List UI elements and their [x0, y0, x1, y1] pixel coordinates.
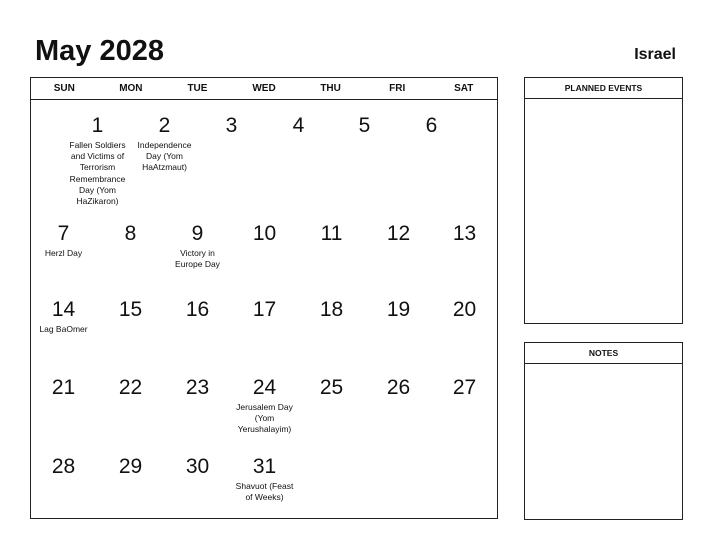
day-cell — [265, 114, 332, 138]
notes-header: NOTES — [525, 343, 682, 364]
day-cell — [97, 455, 164, 479]
day-event: Lag BaOmer — [39, 324, 88, 334]
day-number: 27 — [452, 376, 477, 399]
day-number: 15 — [118, 298, 143, 321]
planned-events-header: PLANNED EVENTS — [525, 78, 682, 99]
day-cell — [97, 376, 164, 400]
day-cell — [231, 455, 298, 503]
day-cell — [64, 114, 131, 207]
weekday-sun: SUN — [53, 83, 75, 94]
day-event: Independence Day (Yom HaAtzmaut) — [137, 140, 192, 173]
day-cell — [30, 455, 97, 479]
day-cell — [365, 376, 432, 400]
day-cell — [331, 114, 398, 138]
day-cell — [164, 298, 231, 322]
day-cell — [365, 222, 432, 246]
day-number: 29 — [118, 455, 143, 478]
day-cell — [431, 298, 498, 322]
day-number: 11 — [320, 222, 343, 245]
day-cell — [231, 222, 298, 246]
country-label: Israel — [634, 46, 676, 63]
day-number: 20 — [452, 298, 477, 321]
day-number: 28 — [51, 455, 76, 478]
day-cell — [30, 222, 97, 259]
weekday-mon: MON — [119, 83, 143, 94]
day-number: 16 — [185, 298, 210, 321]
day-cell — [164, 222, 231, 270]
day-cell — [298, 222, 365, 246]
day-number: 31 — [252, 455, 277, 478]
day-number: 2 — [158, 114, 171, 137]
day-cell — [30, 298, 97, 335]
weekday-header-row — [31, 78, 497, 100]
day-number: 3 — [225, 114, 238, 137]
day-cell — [398, 114, 465, 138]
day-cell — [198, 114, 265, 138]
day-number: 12 — [386, 222, 411, 245]
day-cell — [231, 376, 298, 436]
day-number: 24 — [252, 376, 277, 399]
day-number: 26 — [386, 376, 411, 399]
day-number: 10 — [252, 222, 277, 245]
month-grid — [30, 77, 498, 519]
day-number: 23 — [185, 376, 210, 399]
day-number: 21 — [51, 376, 76, 399]
weekday-fri: FRI — [389, 83, 406, 94]
day-cell — [298, 298, 365, 322]
day-number: 1 — [91, 114, 104, 137]
day-number: 19 — [386, 298, 411, 321]
day-number: 17 — [252, 298, 277, 321]
weekday-sat: SAT — [454, 83, 474, 94]
day-cell — [97, 298, 164, 322]
day-cell — [431, 222, 498, 246]
day-event: Jerusalem Day (Yom Yerushalayim) — [236, 402, 293, 435]
day-number: 22 — [118, 376, 143, 399]
day-cell — [131, 114, 198, 174]
day-number: 7 — [57, 222, 70, 245]
day-cell — [431, 376, 498, 400]
day-number: 25 — [319, 376, 344, 399]
day-number: 6 — [425, 114, 438, 137]
weekday-tue: TUE — [187, 83, 208, 94]
day-number: 8 — [124, 222, 137, 245]
day-number: 30 — [185, 455, 210, 478]
day-event: Shavuot (Feast of Weeks) — [235, 481, 294, 503]
day-cell — [164, 376, 231, 400]
day-number: 13 — [452, 222, 477, 245]
day-number: 18 — [319, 298, 344, 321]
day-cell — [164, 455, 231, 479]
weekday-wed: WED — [252, 83, 276, 94]
day-event: Fallen Soldiers and Victims of Terrorism Remembrance Day (Yom HaZikaron) — [69, 140, 126, 207]
day-cell — [365, 298, 432, 322]
page-title: May 2028 — [35, 35, 164, 67]
notes-box — [524, 342, 683, 520]
day-event: Herzl Day — [44, 248, 83, 258]
weekday-thu: THU — [320, 83, 341, 94]
day-cell — [231, 298, 298, 322]
day-number: 5 — [358, 114, 371, 137]
day-number: 14 — [51, 298, 76, 321]
day-cell — [97, 222, 164, 246]
planned-events-box — [524, 77, 683, 324]
day-event: Victory in Europe Day — [175, 248, 220, 270]
day-cell — [30, 376, 97, 400]
day-number: 4 — [292, 114, 305, 137]
day-number: 9 — [191, 222, 204, 245]
day-cell — [298, 376, 365, 400]
